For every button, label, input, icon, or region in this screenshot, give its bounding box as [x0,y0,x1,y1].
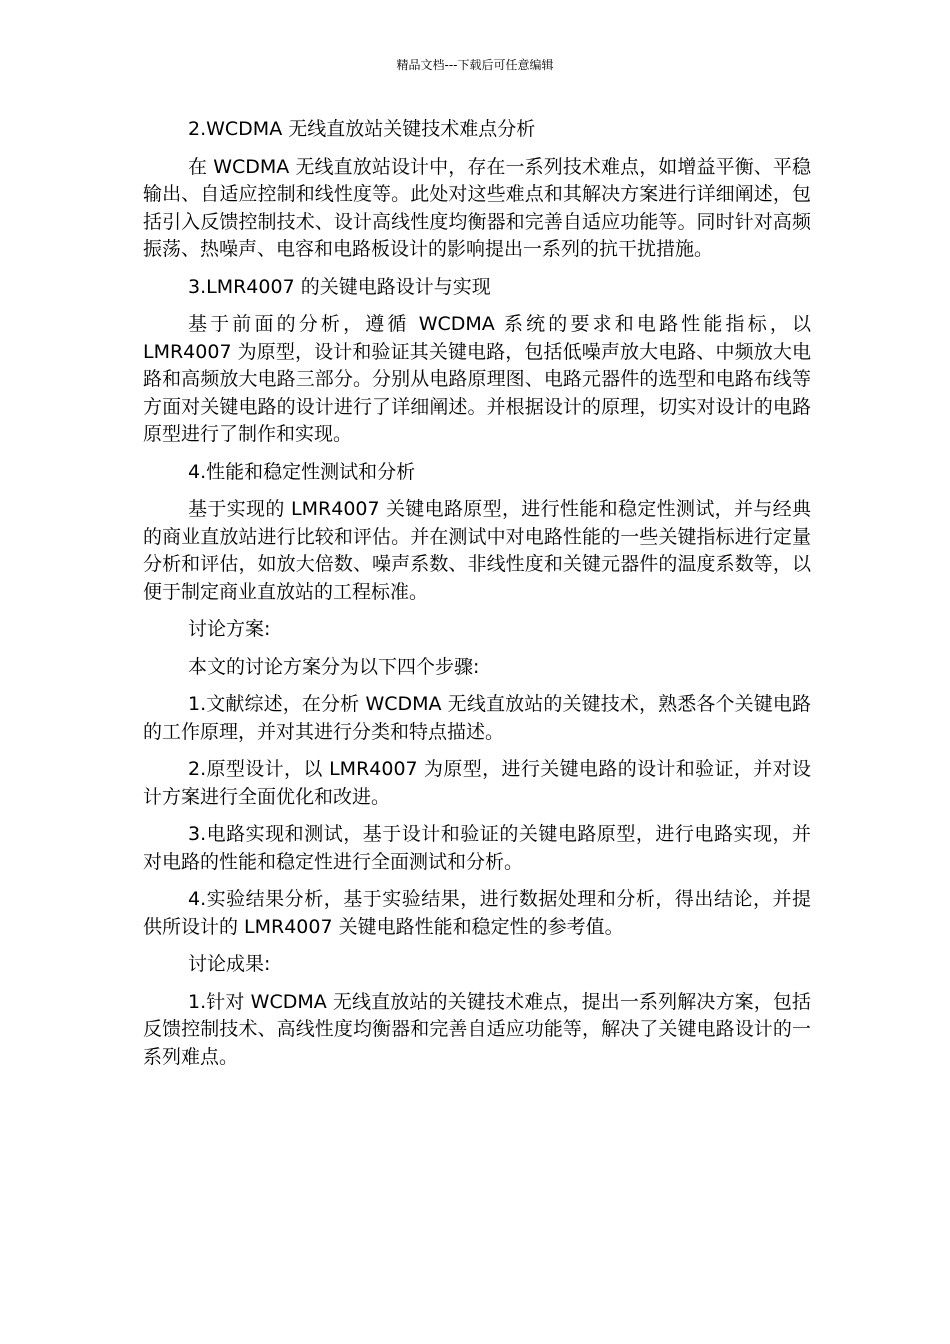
body-paragraph: 基于实现的 LMR4007 关键电路原型，进行性能和稳定性测试，并与经典的商业直放站进行比较和评估。并在测试中对电路性能的一些关键指标进行定量分析和评估，如放大倍数、噪声系数、非线性度和关键元器件的温度系数等，以便于制定商业直放站的工程标准。 [143,498,811,603]
result-item-1: 1.针对 WCDMA 无线直放站的关键技术难点，提出一系列解决方案，包括反馈控制技术、高线性度均衡器和完善自适应功能等，解决了关键电路设计的一系列难点。 [143,990,811,1068]
section-heading-3: 3.LMR4007 的关键电路设计与实现 [188,275,491,298]
plan-step-2: 2.原型设计，以 LMR4007 为原型，进行关键电路的设计和验证，并对设计方案进行全面优化和改进。 [143,758,811,808]
document-body [143,116,811,1081]
discussion-plan-heading: 讨论方案: [188,618,271,640]
results-heading: 讨论成果: [188,953,271,975]
body-paragraph: 基于前面的分析，遵循 WCDMA 系统的要求和电路性能指标，以 LMR4007 为原型，设计和验证其关键电路，包括低噪声放大电路、中频放大电路和高频放大电路三部分。分别从电路原理图、电路元器件的选型和电路布线等方面对关键电路的设计进行了详细阐述。并根据设计的原理，切实对设计的电路原型进行了制作和实现。 [143,313,811,445]
section-heading-2: 2.WCDMA 无线直放站关键技术难点分析 [188,118,536,140]
plan-step-1: 1.文献综述，在分析 WCDMA 无线直放站的关键技术，熟悉各个关键电路的工作原理，并对其进行分类和特点描述。 [143,693,811,743]
body-paragraph: 在 WCDMA 无线直放站设计中，存在一系列技术难点，如增益平衡、平稳输出、自适应控制和线性度等。此处对这些难点和其解决方案进行详细阐述，包括引入反馈控制技术、设计高线性度均衡器和完善自适应功能等。同时针对高频振荡、热噪声、电容和电路板设计的影响提出一系列的抗干扰措施。 [143,155,811,260]
plan-step-3: 3.电路实现和测试，基于设计和验证的关键电路原型，进行电路实现，并对电路的性能和稳定性进行全面测试和分析。 [143,823,811,873]
page-header: 精品文档---下载后可任意编辑 [396,58,554,72]
body-paragraph: 本文的讨论方案分为以下四个步骤: [188,655,480,678]
section-heading-4: 4.性能和稳定性测试和分析 [188,460,416,483]
plan-step-4: 4.实验结果分析，基于实验结果，进行数据处理和分析，得出结论，并提供所设计的 LMR4007 关键电路性能和稳定性的参考值。 [143,888,811,938]
